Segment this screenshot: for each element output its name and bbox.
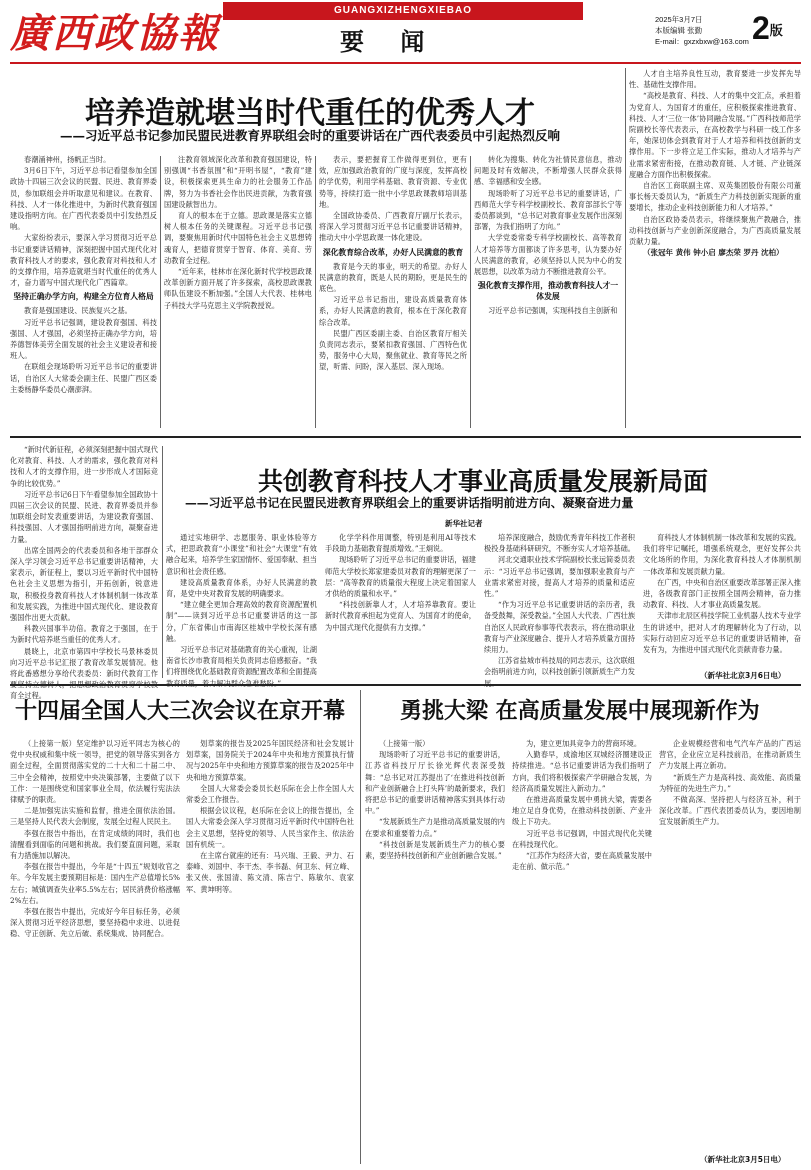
paragraph: 根据会议议程，赵乐际在会议上的报告提出，全国人大常委会深入学习贯彻习近平新时代中国特色社会主义思想，坚持党的领导、人民当家作主、依法治国有机统一。 (186, 806, 354, 849)
story-divider (10, 436, 801, 438)
story-divider (10, 684, 801, 686)
paragraph: 习近平总书记指出，建设高质量教育体系，办好人民满意的教育，根本在于深化教育综合改革。 (319, 295, 467, 327)
paragraph: “科技创新靠人才，人才培养靠教育。要让新时代教育承担起为党育人、为国育才的使命，为中国式现代化提供有力支撑。” (325, 600, 476, 632)
paragraph: 习近平总书记强调，实现科技自主创新和 (488, 306, 618, 316)
pinyin-banner: GUANGXIZHENGXIEBAO (223, 2, 583, 20)
paragraph: 全国人大常委会委员长赵乐际在会上作全国人大常委会工作报告。 (186, 783, 354, 805)
paragraph: 李强在报告中指出，在肯定成绩的同时，我们也清醒看到面临的问题和挑战。我们要直面问题，采取有力措施加以解决。 (10, 828, 180, 861)
paragraph: 晨晓上，北京市第四中学校长马景林委员向习近平总书记汇报了教育改革发展情况。他将此番感想分享给代表委员：新时代教育工作 育全过程。 (10, 646, 158, 701)
story1-byline: （张冠年 黄伟 钟小启 廖杰荣 罗丹 沈柏） (643, 248, 784, 258)
paragraph: “近年来，桂林市在深化新时代学校思政课改革创新方面开展了许多探索，高校思政课教师队伍建设不断加强。”全国人大代表、桂林电子科技大学马克思主义学院教授说。 (164, 267, 312, 310)
story2-column-2 (166, 532, 317, 681)
column-divider (360, 690, 361, 1164)
story4-column-1 (365, 738, 505, 1164)
page-number-digit: 2 (752, 10, 770, 46)
paragraph: 建设高质量教育体系，办好人民满意的教育，是党中央对教育发展的明确要求。 (166, 577, 317, 599)
paragraph: 化学学科作用调整，特别是利用AI等技术手段助力基础教育提质增效。”王炯说。 (325, 533, 476, 554)
paragraph: 大学党委常委专科学校副校长、高等教育人才培养等方面都谈了许多思考，认为要办好人民满意的教育，必须坚持以人民为中心的发展思想，以改革为动力不断推进教育公平。 (474, 233, 622, 277)
story2-credit: （新华社北京3月6日电） (700, 671, 786, 680)
paragraph: 李强在报告中提出，完成好今年目标任务，必须深入贯彻习近平经济思想，要坚持稳中求进、以进促稳、守正创新、先立后破、系统集成、协同配合。 (10, 907, 180, 939)
story1-section-heading-1: 坚持正确办学方向，构建全方位育人格局 (13, 292, 154, 302)
story2-column-1 (10, 444, 158, 701)
paragraph: （上接第一版） (379, 739, 430, 748)
story2-column-5 (643, 532, 801, 670)
paragraph: 习近平总书记强调，中国式现代化关键在科技现代化。 (512, 828, 652, 849)
paragraph: 划草案的报告及2025年国民经济和社会发展计划草案，国务院关于2024年中央和地方预算执行情况与2025年中央和地方预算草案的报告及2025年中央和地方预算草案。 (186, 739, 354, 782)
column-divider (470, 156, 471, 428)
paragraph: 河北交通职业技术学院副校长张远简委员表示：“习近平总书记强调，要加强职业教育与产业需求紧密对接，提高人才培养的质量和适应性。” (484, 555, 635, 599)
paragraph: 民盟广西区委副主委、自治区教育厅相关负责同志表示，要紧扣教育强国、广西特色优势，服务中心大局，聚焦就业、教育等民之所望，听需、问盼，深入基层、深入现场。 (319, 328, 467, 372)
paragraph: 江苏省盐城市科技局的同志表示，这次联组会指明前进方向，以科技创新引领新质生产力发 (484, 656, 635, 677)
paragraph: 大家纷纷表示，要深入学习贯彻习近平总书记重要讲话精神，深刻把握中国式现代化对教育科技人才的要求，强化教育对科技和人才的支撑作用，培养造就堪当时代重任的优秀人才，奋力谱写中国式现代化广西篇章。 (10, 233, 157, 288)
page-number-unit: 版 (769, 23, 783, 38)
page-editor: 本版编辑 张勤 (655, 26, 703, 35)
header-rule (10, 62, 801, 64)
story2-subtitle: ——习近平总书记在民盟民进教育界联组会上的重要讲话指明前进方向、凝聚奋进力量 (185, 496, 634, 510)
story4-column-3 (659, 738, 801, 1152)
paragraph: “新质生产力是高科技、高效能、高质量为特征的先进生产力。” (659, 772, 801, 793)
section-title: 要 闻 (340, 27, 439, 56)
paragraph: 天津市北辰区科技学院工业机器人技术专业学生的讲述中，把对人才的理解转化为了行动，以实际行动回应习近平总书记的重要讲话精神，奋发有为，为推进中国式现代化贡献青春力量。 (643, 611, 801, 655)
paragraph: 出席全国两会的代表委员和各地干部群众深入学习领会习近平总书记重要讲话精神，大家表示，新征程上，要以习近平新时代中国特色社会主义思想为指引，开拓创新，锐意进取，积极投身教育科技人才体制机制一体改革和发展实践，为推进中国式现代化、建设教育强国作出更大贡献。 (10, 545, 158, 623)
column-divider (162, 446, 163, 678)
story1-column-4 (474, 154, 622, 431)
story2-title[interactable]: 共创教育科技人才事业高质量发展新局面 (258, 467, 709, 496)
story1-section-heading-3: 强化教育支撑作用，推动教育科技人才一体发展 (477, 281, 619, 302)
paragraph: “新时代新征程，必须深刻把握中国式现代化对教育、科技、人才的需求，强化教育对科技和人才的支撑作用，进一步形成人才国际竞争的比较优势。” (10, 445, 158, 488)
story4-title[interactable]: 勇挑大梁 在高质量发展中展现新作为 (400, 698, 760, 724)
paragraph: 在联组会现场聆听习近平总书记的重要讲话，自治区人大常委会副主任、民盟广西区委主委杨静华委员心潮澎湃。 (10, 362, 157, 394)
story1-title[interactable]: 培养造就堪当时代重任的优秀人才 (85, 96, 535, 131)
paragraph: 3月6日下午，习近平总书记看望参加全国政协十四届三次会议的民盟、民进、教育界委员，参加联组会并听取意见和建议。在教育、科技、人才一体化推进中，为新时代教育强国建设指明方向。在广西代表委员中引发热烈反响。 (10, 166, 157, 232)
paragraph: 习近平总书记对基础教育的关心重视，让湖南省长沙市教育局相关负责同志倍感振奋。“我们将围绕优化基础教育资源配置改革和全面提高 (166, 645, 317, 677)
story3-column-2 (186, 738, 354, 1164)
paragraph: “建立健全更加合理高效的教育资源配置机制”——读到习近平总书记重要讲话的这一部分，广东省佛山市南海区桂城中学校长深有感触。 (166, 600, 317, 643)
paragraph: 现场聆听了习近平总书记的重要讲话，江苏省科技厅厅长徐光辉代表深受鼓舞：“总书记对江苏提出了‘在推进科技创新和产业创新融合上打头阵’的最新要求，我们将把总书记的重要讲话精神落实到具体行动中。” (365, 750, 505, 816)
story2-column-3 (325, 532, 476, 681)
paragraph: 育科技人才体制机制一体改革和发展的实践。我们将牢记嘱托，增强系统观念，更好发挥公共文化场所的作用，为深化教育科技人才体制机制一体改革和发展贡献力量。 (643, 533, 801, 576)
issue-date: 2025年3月7日 (655, 15, 703, 24)
contact-email[interactable]: E-mail：gxzxbxw@163.com (655, 37, 749, 46)
story4-column-2 (512, 738, 652, 1164)
paragraph: 注教育领域深化改革和教育强国建设，特别强调“书香氛围”和“开明书屋”，“教育”建设，积极探索更具生命力的社会服务工作品牌，努力为书香社会作出民进贡献，为教育强国建设献智出力。 (164, 155, 312, 209)
paragraph: “科技创新是发展新质生产力的核心要素，要坚持科技创新和产业创新融合发展。” (365, 839, 505, 861)
paragraph: 现场聆听了习近平总书记的重要讲话，福建师范大学校长郑家建委员对教育的理解更深了一层：“高等教育的质量很大程度上决定着国家人才供给的质量和水平。” (325, 555, 476, 599)
paragraph: 通过实地研学、志愿服务、职业体验等方式，把思政教育“小课堂”和社会“大课堂”有效融合起来，培养学生家国情怀、爱国奉献、担当意识和社会责任感。 (166, 533, 317, 576)
story1-section-heading-2: 深化教育综合改革，办好人民满意的教育 (322, 247, 464, 257)
paragraph: 教育是今天的事业，明天的希望。办好人民满意的教育，既是人民的期盼，更是民生的底色。 (319, 261, 467, 294)
story1-subtitle: ——习近平总书记参加民盟民进教育界联组会时的重要讲话在广西代表委员中引起热烈反响 (60, 128, 561, 143)
paragraph: 春潮涌神州，扬帆正当时。 (24, 155, 111, 164)
paragraph: 入勤春早，成渝地区双城经济圈建设正持续推进。“总书记重要讲话为我们指明了方向，我们将积极探索产学研融合发展，为经济高质量发展注入新动力。” (512, 750, 652, 793)
story3-column-1 (10, 738, 180, 1164)
paragraph: 全国政协委员、广西教育厅副厅长表示，将深入学习贯彻习近平总书记重要讲话精神，推动大中小学思政课一体化建设。 (319, 211, 467, 243)
issue-meta (655, 14, 749, 47)
paragraph: 二是加强宪法实施和监督，推进全面依法治国。三是坚持人民代表大会制度，发展全过程人民民主。 (10, 806, 180, 827)
page-number (752, 10, 802, 50)
story3-title[interactable]: 十四届全国人大三次会议在京开幕 (15, 698, 346, 724)
paragraph: 李强在报告中提出，今年是“十四五”规划收官之年。今年发展主要预期目标是：国内生产总值增长5%左右；城镇调查失业率5.5%左右；居民消费价格涨幅2%左右。 (10, 862, 180, 905)
story2-byline: 新华社记者 (445, 519, 483, 528)
story1-column-5 (629, 68, 801, 431)
paragraph: “高校是教育、科技、人才的集中交汇点，承担着为党育人、为国育才的重任，应积极探索推进教育、科技、人才‘三位一体’协同融合发展。”广西科技师范学院副校长等代表表示，在高校教学与科研一线工作多年，她深切体会到教育对于人才培养和科技创新的支撑作用。下一步将立足工作实际，推动人才培养与产业需求紧密衔接，在推动教育链、人才链、产业链深度融合方面作出积极探索。 (629, 91, 801, 179)
paragraph: 科教兴国事半功倍。教育之于强国，在于为新时代培养堪当重任的优秀人才。 (10, 624, 158, 645)
paragraph: 转化为搜集、转化为社情民意信息，推动问题及时有效解决，不断增强人民群众获得感、幸福感和安全感。 (474, 155, 622, 187)
paragraph: “江苏作为经济大省，要在高质量发展中走在前、做示范。” (512, 851, 652, 872)
paragraph: 自治区政协委员表示，将继续聚焦产教融合，推动科技创新与产业创新深度融合，为广西高质量发展贡献力量。 (629, 214, 801, 247)
story1-column-2 (164, 154, 312, 431)
column-divider (160, 156, 161, 428)
paragraph: “发展新质生产力是推动高质量发展的内在要求和重要着力点。” (365, 817, 505, 838)
paragraph: 在推进高质量发展中勇挑大梁，需要各地立足自身优势，在推动科技创新、产业升级上下功夫。 (512, 795, 652, 827)
story1-column-1 (10, 154, 157, 431)
paragraph: 为，建立更加具竞争力的营商环境。 (526, 739, 642, 748)
story1-column-3 (319, 154, 467, 431)
paragraph: 培养深度融合，鼓励优秀青年科技工作者积极投身基础科研研究，不断夯实人才培养基础。 (484, 533, 635, 554)
newspaper-logo: 廣西政協報 (10, 10, 220, 57)
paragraph: 不做高深、坚持把人与经济互补，利于深化改革。广西代表团委员认为，要因地制宜发展新质生产力。 (659, 795, 801, 827)
story4-credit: （新华社北京3月5日电） (700, 1155, 786, 1164)
paragraph: 现场聆听了习近平总书记的重要讲话，广西师范大学专科学校副校长、教育部部长宁等委员都谈到，“总书记对教育事业发展作出深刻部署，为我们指明了方向。” (474, 188, 622, 232)
paragraph: 在广西，中央和自治区重要改革部署正深入推进，各级教育部门正按照全国两会精神，奋力推动教育、科技、人才事业高质量发展。 (643, 577, 801, 610)
paragraph: 企业规模经营和电气汽车产品的广西运营官，企业应立足科技前沿，在推动新质生产力发展上再立新功。 (659, 739, 801, 771)
paragraph: 习近平总书记6日下午看望参加全国政协十四届三次会议的民盟、民进、教育界委员并参加联组会时发表重要讲话，为建设教育强国、科技强国、人才强国指明前进方向，凝聚奋进力量。 (10, 489, 158, 544)
paragraph: 自治区工商联副主席、双英集团股份有限公司董事长杨天委员认为，“新质生产力科技创新实现新的重要增长，推动企业科技创新能力和人才培养。” (629, 181, 801, 213)
paragraph: 育人的根本在于立德。思政课是落实立德树人根本任务的关键课程。习近平总书记强调，要聚焦用新时代中国特色社会主义思想铸魂育人，把德育贯穿于智育、体育、美育、劳动教育全过程。 (164, 211, 312, 265)
story2-column-4 (484, 532, 635, 681)
column-divider (625, 68, 626, 428)
paragraph: 在主席台就座的还有：马兴瑞、王毅、尹力、石泰峰、刘国中、李干杰、李书磊、何卫东、何立峰、张又侠、张国清、陈文清、陈吉宁、陈敏尔、袁家军、黄坤明等。 (186, 851, 354, 894)
paragraph: 表示，要把握育工作做得更到位，更有效，应加强政治教育的广度与深度，发挥高校的学优势，利用学科基础、教育资源、专业优势等，持续打造一批中小学思政课教师培训基地。 (319, 155, 467, 209)
paragraph: 人才自主培养良性互动，教育要进一步发挥先导性、基础性支撑作用。 (629, 69, 801, 90)
paragraph: 教育是强国建设、民族复兴之基。 (24, 306, 132, 316)
column-divider (315, 156, 316, 428)
paragraph: 习近平总书记强调，建设教育强国、科技强国、人才强国，必须坚持正确办学方向，培养德智体美劳全面发展的社会主义建设者和接班人。 (10, 317, 157, 361)
paragraph: （上接第一版）坚定维护以习近平同志为核心的党中央权威和集中统一领导，把党的领导落实到各方面全过程，全面贯彻落实党的二十大和二十届二中、三中全会精神，按照党中央决策部署，主要做了以下工作：一是围绕党和国家事业全局，依法履行宪法法律赋予的职责。 (10, 739, 180, 805)
paragraph: “作为习近平总书记重要讲话的亲历者，我备受鼓舞，深受教益。”全国人大代表、广西壮族自治区人民政府参事等代表表示，将在推动职业教育与产业深度融合、提升人才培养质量方面持续用力。 (484, 600, 636, 655)
